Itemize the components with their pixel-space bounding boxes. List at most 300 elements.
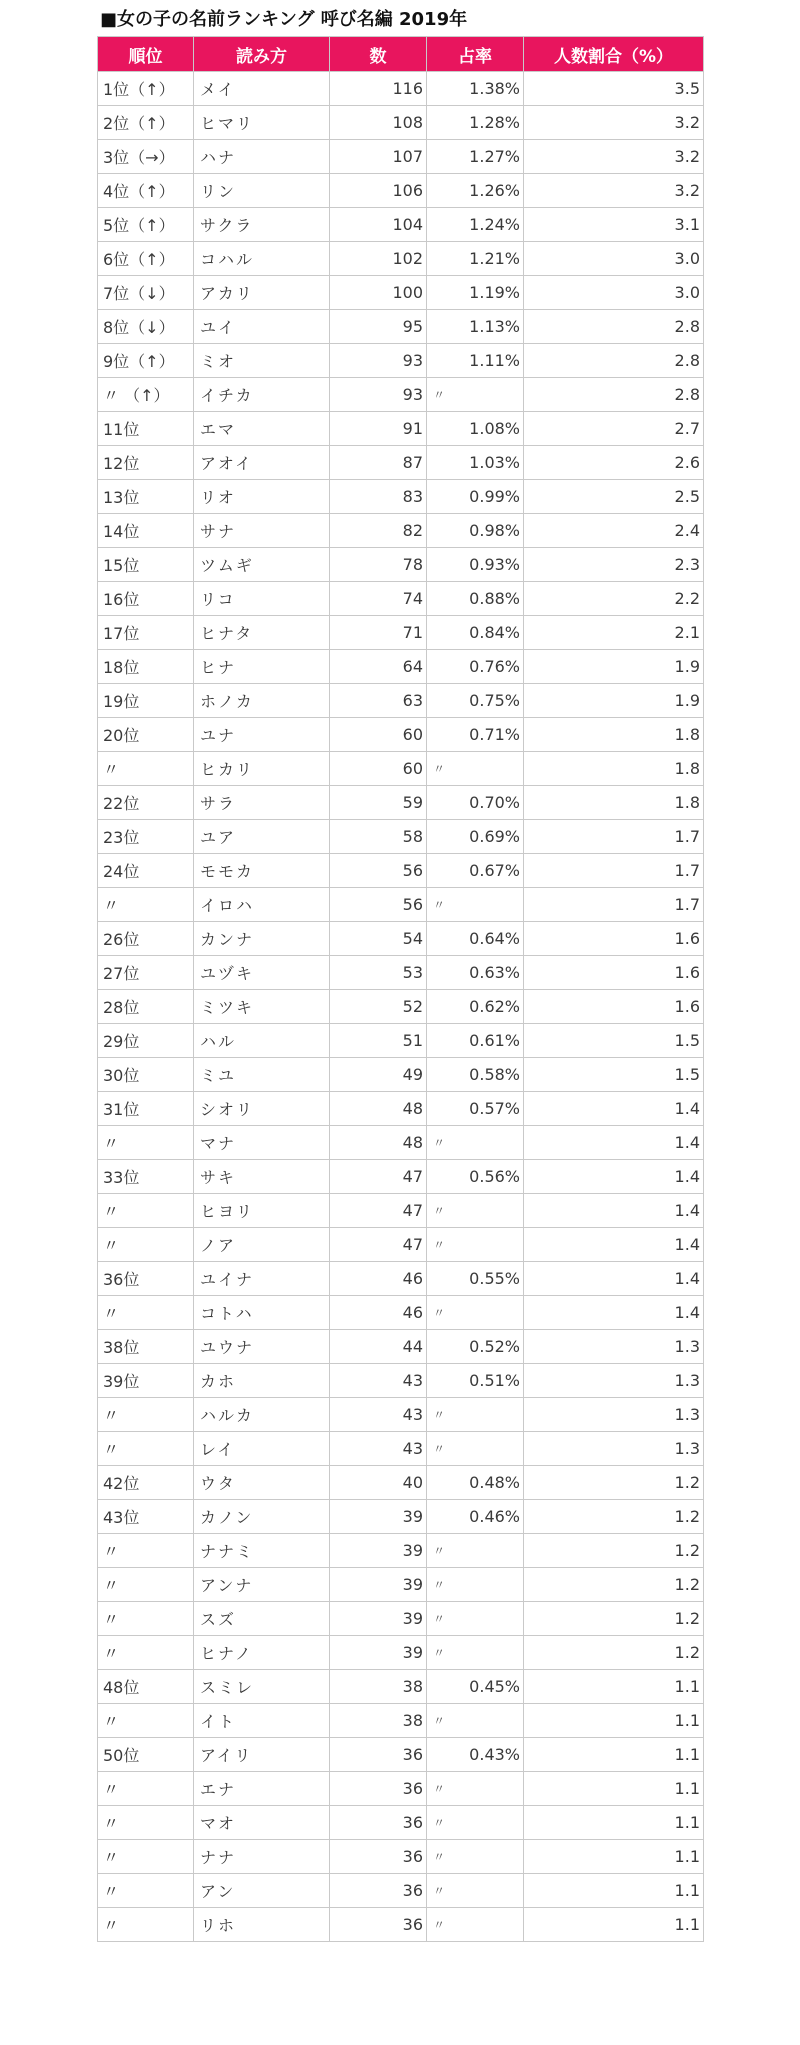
cell-count: 78	[330, 548, 427, 582]
cell-reading: スミレ	[194, 1670, 330, 1704]
cell-rank: 23位	[98, 820, 194, 854]
cell-share: 〃	[427, 1840, 524, 1874]
cell-ratio: 1.4	[524, 1126, 704, 1160]
cell-rank: 33位	[98, 1160, 194, 1194]
cell-ratio: 3.1	[524, 208, 704, 242]
cell-rank: 19位	[98, 684, 194, 718]
table-row	[98, 1466, 704, 1500]
table-row	[98, 1092, 704, 1126]
table-row	[98, 718, 704, 752]
table-row	[98, 276, 704, 310]
table-row	[98, 854, 704, 888]
cell-count: 102	[330, 242, 427, 276]
cell-count: 39	[330, 1602, 427, 1636]
cell-share: 0.99%	[427, 480, 524, 514]
cell-count: 43	[330, 1432, 427, 1466]
table-row	[98, 956, 704, 990]
cell-share: 〃	[427, 1194, 524, 1228]
table-row	[98, 208, 704, 242]
cell-share: 0.46%	[427, 1500, 524, 1534]
cell-rank: 〃	[98, 1296, 194, 1330]
cell-count: 107	[330, 140, 427, 174]
table-body	[98, 72, 704, 1942]
table-row	[98, 1874, 704, 1908]
cell-share: 0.75%	[427, 684, 524, 718]
cell-share: 〃	[427, 1398, 524, 1432]
cell-rank: 7位（↓）	[98, 276, 194, 310]
page-title: ■女の子の名前ランキング 呼び名編 2019年	[100, 9, 468, 30]
table-row	[98, 1602, 704, 1636]
cell-ratio: 1.1	[524, 1772, 704, 1806]
cell-share: 0.61%	[427, 1024, 524, 1058]
cell-share: 0.98%	[427, 514, 524, 548]
cell-ratio: 2.2	[524, 582, 704, 616]
header-reading: 読み方	[194, 37, 330, 72]
cell-reading: コトハ	[194, 1296, 330, 1330]
table-row	[98, 378, 704, 412]
cell-ratio: 1.9	[524, 684, 704, 718]
cell-reading: メイ	[194, 72, 330, 106]
cell-reading: リン	[194, 174, 330, 208]
cell-ratio: 3.2	[524, 106, 704, 140]
cell-count: 48	[330, 1092, 427, 1126]
cell-rank: 12位	[98, 446, 194, 480]
cell-count: 64	[330, 650, 427, 684]
table-row	[98, 1568, 704, 1602]
cell-reading: エナ	[194, 1772, 330, 1806]
cell-rank: 〃	[98, 1126, 194, 1160]
cell-rank: 50位	[98, 1738, 194, 1772]
cell-ratio: 2.5	[524, 480, 704, 514]
cell-reading: モモカ	[194, 854, 330, 888]
cell-count: 63	[330, 684, 427, 718]
cell-rank: 〃	[98, 752, 194, 786]
table-row	[98, 514, 704, 548]
cell-rank: 22位	[98, 786, 194, 820]
cell-ratio: 1.6	[524, 956, 704, 990]
table-row	[98, 72, 704, 106]
cell-count: 93	[330, 344, 427, 378]
cell-count: 108	[330, 106, 427, 140]
table-row	[98, 990, 704, 1024]
table-row	[98, 1364, 704, 1398]
cell-rank: 48位	[98, 1670, 194, 1704]
cell-reading: シオリ	[194, 1092, 330, 1126]
cell-count: 51	[330, 1024, 427, 1058]
cell-count: 39	[330, 1500, 427, 1534]
cell-count: 106	[330, 174, 427, 208]
cell-reading: ユイナ	[194, 1262, 330, 1296]
cell-ratio: 1.5	[524, 1058, 704, 1092]
cell-reading: ユナ	[194, 718, 330, 752]
cell-reading: アカリ	[194, 276, 330, 310]
cell-ratio: 2.8	[524, 310, 704, 344]
cell-reading: アイリ	[194, 1738, 330, 1772]
cell-rank: 2位（↑）	[98, 106, 194, 140]
cell-reading: アン	[194, 1874, 330, 1908]
cell-ratio: 1.3	[524, 1330, 704, 1364]
cell-share: 0.84%	[427, 616, 524, 650]
cell-reading: ナナミ	[194, 1534, 330, 1568]
cell-ratio: 1.6	[524, 990, 704, 1024]
header-rank: 順位	[98, 37, 194, 72]
cell-reading: ミオ	[194, 344, 330, 378]
cell-rank: 〃	[98, 1568, 194, 1602]
cell-share: 〃	[427, 1874, 524, 1908]
table-row	[98, 888, 704, 922]
cell-ratio: 1.9	[524, 650, 704, 684]
cell-reading: ヒマリ	[194, 106, 330, 140]
cell-ratio: 2.8	[524, 344, 704, 378]
cell-count: 56	[330, 854, 427, 888]
cell-rank: 11位	[98, 412, 194, 446]
cell-share: 〃	[427, 1568, 524, 1602]
cell-count: 36	[330, 1772, 427, 1806]
cell-ratio: 1.3	[524, 1364, 704, 1398]
cell-count: 104	[330, 208, 427, 242]
cell-share: 1.19%	[427, 276, 524, 310]
cell-count: 60	[330, 718, 427, 752]
cell-count: 43	[330, 1398, 427, 1432]
cell-share: 0.70%	[427, 786, 524, 820]
cell-count: 36	[330, 1738, 427, 1772]
cell-count: 93	[330, 378, 427, 412]
cell-reading: カンナ	[194, 922, 330, 956]
cell-share: 1.28%	[427, 106, 524, 140]
cell-count: 116	[330, 72, 427, 106]
cell-rank: 24位	[98, 854, 194, 888]
cell-share: 〃	[427, 752, 524, 786]
cell-ratio: 1.3	[524, 1432, 704, 1466]
cell-rank: 30位	[98, 1058, 194, 1092]
cell-rank: 3位（→）	[98, 140, 194, 174]
cell-ratio: 1.4	[524, 1092, 704, 1126]
cell-share: 1.03%	[427, 446, 524, 480]
cell-rank: 〃	[98, 1602, 194, 1636]
cell-ratio: 2.7	[524, 412, 704, 446]
cell-share: 0.43%	[427, 1738, 524, 1772]
cell-share: 0.62%	[427, 990, 524, 1024]
cell-rank: 36位	[98, 1262, 194, 1296]
cell-count: 87	[330, 446, 427, 480]
cell-reading: イト	[194, 1704, 330, 1738]
cell-reading: リコ	[194, 582, 330, 616]
cell-rank: 31位	[98, 1092, 194, 1126]
cell-count: 38	[330, 1704, 427, 1738]
cell-share: 1.24%	[427, 208, 524, 242]
cell-reading: マオ	[194, 1806, 330, 1840]
cell-rank: 〃	[98, 1534, 194, 1568]
table-row	[98, 446, 704, 480]
cell-rank: 13位	[98, 480, 194, 514]
cell-rank: 8位（↓）	[98, 310, 194, 344]
cell-reading: アオイ	[194, 446, 330, 480]
cell-ratio: 2.3	[524, 548, 704, 582]
cell-reading: アンナ	[194, 1568, 330, 1602]
cell-rank: 〃	[98, 1806, 194, 1840]
cell-ratio: 1.1	[524, 1840, 704, 1874]
cell-reading: ユウナ	[194, 1330, 330, 1364]
cell-share: 〃	[427, 1126, 524, 1160]
cell-share: 0.52%	[427, 1330, 524, 1364]
cell-count: 59	[330, 786, 427, 820]
cell-count: 74	[330, 582, 427, 616]
cell-count: 36	[330, 1874, 427, 1908]
cell-ratio: 1.2	[524, 1534, 704, 1568]
cell-rank: 17位	[98, 616, 194, 650]
table-row	[98, 242, 704, 276]
cell-share: 0.71%	[427, 718, 524, 752]
cell-rank: 15位	[98, 548, 194, 582]
cell-share: 1.26%	[427, 174, 524, 208]
cell-reading: イチカ	[194, 378, 330, 412]
cell-reading: イロハ	[194, 888, 330, 922]
ranking-table	[97, 36, 704, 1942]
header-share: 占率	[427, 37, 524, 72]
cell-count: 38	[330, 1670, 427, 1704]
cell-rank: 1位（↑）	[98, 72, 194, 106]
cell-reading: ミツキ	[194, 990, 330, 1024]
table-row	[98, 344, 704, 378]
cell-share: 0.58%	[427, 1058, 524, 1092]
cell-count: 40	[330, 1466, 427, 1500]
table-header-row	[98, 37, 704, 72]
cell-share: 1.13%	[427, 310, 524, 344]
table-row	[98, 1058, 704, 1092]
cell-reading: ナナ	[194, 1840, 330, 1874]
cell-rank: 28位	[98, 990, 194, 1024]
table-row	[98, 548, 704, 582]
table-row	[98, 684, 704, 718]
cell-reading: ハルカ	[194, 1398, 330, 1432]
cell-ratio: 1.2	[524, 1568, 704, 1602]
cell-ratio: 3.0	[524, 276, 704, 310]
cell-share: 0.55%	[427, 1262, 524, 1296]
cell-reading: ユイ	[194, 310, 330, 344]
cell-rank: 〃	[98, 1398, 194, 1432]
cell-rank: 4位（↑）	[98, 174, 194, 208]
cell-reading: レイ	[194, 1432, 330, 1466]
table-row	[98, 174, 704, 208]
cell-reading: ツムギ	[194, 548, 330, 582]
cell-rank: 26位	[98, 922, 194, 956]
cell-count: 44	[330, 1330, 427, 1364]
cell-share: 0.76%	[427, 650, 524, 684]
cell-reading: ユヅキ	[194, 956, 330, 990]
cell-count: 46	[330, 1262, 427, 1296]
table-row	[98, 582, 704, 616]
cell-rank: 〃	[98, 1636, 194, 1670]
table-row	[98, 1534, 704, 1568]
cell-ratio: 2.6	[524, 446, 704, 480]
table-row	[98, 1704, 704, 1738]
table-row	[98, 1670, 704, 1704]
table-row	[98, 106, 704, 140]
cell-share: 〃	[427, 1534, 524, 1568]
cell-reading: ヒヨリ	[194, 1194, 330, 1228]
cell-reading: ノア	[194, 1228, 330, 1262]
cell-rank: 16位	[98, 582, 194, 616]
cell-rank: 〃	[98, 1772, 194, 1806]
cell-count: 95	[330, 310, 427, 344]
cell-reading: カノン	[194, 1500, 330, 1534]
table-row	[98, 1296, 704, 1330]
cell-share: 0.56%	[427, 1160, 524, 1194]
cell-reading: リホ	[194, 1908, 330, 1942]
cell-reading: ユア	[194, 820, 330, 854]
cell-ratio: 1.3	[524, 1398, 704, 1432]
table-row	[98, 616, 704, 650]
cell-share: 〃	[427, 1704, 524, 1738]
cell-count: 39	[330, 1534, 427, 1568]
header-count: 数	[330, 37, 427, 72]
table-row	[98, 1772, 704, 1806]
cell-count: 100	[330, 276, 427, 310]
cell-count: 53	[330, 956, 427, 990]
cell-reading: スズ	[194, 1602, 330, 1636]
cell-count: 82	[330, 514, 427, 548]
cell-ratio: 1.2	[524, 1636, 704, 1670]
cell-reading: ミユ	[194, 1058, 330, 1092]
cell-count: 36	[330, 1806, 427, 1840]
cell-reading: カホ	[194, 1364, 330, 1398]
cell-count: 43	[330, 1364, 427, 1398]
cell-share: 0.69%	[427, 820, 524, 854]
table-row	[98, 1126, 704, 1160]
cell-reading: ヒナノ	[194, 1636, 330, 1670]
cell-share: 〃	[427, 378, 524, 412]
cell-ratio: 1.4	[524, 1262, 704, 1296]
cell-count: 91	[330, 412, 427, 446]
cell-reading: エマ	[194, 412, 330, 446]
table-row	[98, 1738, 704, 1772]
cell-ratio: 2.1	[524, 616, 704, 650]
cell-reading: ヒカリ	[194, 752, 330, 786]
cell-share: 1.38%	[427, 72, 524, 106]
cell-ratio: 1.2	[524, 1500, 704, 1534]
cell-reading: サキ	[194, 1160, 330, 1194]
cell-rank: 14位	[98, 514, 194, 548]
table-row	[98, 1806, 704, 1840]
cell-ratio: 1.1	[524, 1670, 704, 1704]
cell-count: 49	[330, 1058, 427, 1092]
cell-share: 0.48%	[427, 1466, 524, 1500]
cell-count: 54	[330, 922, 427, 956]
cell-reading: コハル	[194, 242, 330, 276]
cell-ratio: 1.8	[524, 718, 704, 752]
table-row	[98, 1194, 704, 1228]
cell-share: 1.11%	[427, 344, 524, 378]
cell-count: 52	[330, 990, 427, 1024]
table-row	[98, 820, 704, 854]
cell-share: 0.45%	[427, 1670, 524, 1704]
cell-ratio: 3.2	[524, 140, 704, 174]
cell-share: 〃	[427, 1432, 524, 1466]
cell-ratio: 2.8	[524, 378, 704, 412]
cell-count: 48	[330, 1126, 427, 1160]
cell-count: 39	[330, 1636, 427, 1670]
cell-ratio: 1.2	[524, 1602, 704, 1636]
cell-rank: 〃	[98, 1704, 194, 1738]
cell-share: 〃	[427, 1602, 524, 1636]
cell-reading: ハル	[194, 1024, 330, 1058]
cell-ratio: 1.2	[524, 1466, 704, 1500]
cell-count: 46	[330, 1296, 427, 1330]
table-row	[98, 1840, 704, 1874]
table-row	[98, 1330, 704, 1364]
cell-rank: 〃 （↑）	[98, 378, 194, 412]
cell-ratio: 1.1	[524, 1738, 704, 1772]
header-ratio: 人数割合（%）	[524, 37, 704, 72]
cell-reading: サクラ	[194, 208, 330, 242]
table-row	[98, 310, 704, 344]
cell-share: 0.88%	[427, 582, 524, 616]
cell-share: 〃	[427, 1296, 524, 1330]
cell-rank: 29位	[98, 1024, 194, 1058]
cell-count: 39	[330, 1568, 427, 1602]
table-row	[98, 480, 704, 514]
table-row	[98, 140, 704, 174]
cell-rank: 〃	[98, 1228, 194, 1262]
cell-count: 58	[330, 820, 427, 854]
cell-share: 〃	[427, 1908, 524, 1942]
cell-rank: 27位	[98, 956, 194, 990]
cell-share: 1.21%	[427, 242, 524, 276]
cell-ratio: 3.5	[524, 72, 704, 106]
cell-rank: 6位（↑）	[98, 242, 194, 276]
cell-ratio: 1.5	[524, 1024, 704, 1058]
cell-rank: 20位	[98, 718, 194, 752]
cell-share: 〃	[427, 1228, 524, 1262]
cell-ratio: 1.1	[524, 1806, 704, 1840]
cell-count: 83	[330, 480, 427, 514]
cell-rank: 〃	[98, 1874, 194, 1908]
cell-rank: 〃	[98, 888, 194, 922]
table-row	[98, 1262, 704, 1296]
cell-count: 56	[330, 888, 427, 922]
cell-rank: 〃	[98, 1194, 194, 1228]
cell-count: 47	[330, 1194, 427, 1228]
cell-rank: 5位（↑）	[98, 208, 194, 242]
table-row	[98, 1228, 704, 1262]
table-row	[98, 1908, 704, 1942]
cell-ratio: 3.0	[524, 242, 704, 276]
cell-rank: 〃	[98, 1840, 194, 1874]
cell-ratio: 1.7	[524, 820, 704, 854]
cell-rank: 38位	[98, 1330, 194, 1364]
cell-share: 〃	[427, 888, 524, 922]
cell-reading: サナ	[194, 514, 330, 548]
cell-ratio: 1.4	[524, 1194, 704, 1228]
table-row	[98, 786, 704, 820]
cell-rank: 42位	[98, 1466, 194, 1500]
cell-ratio: 1.7	[524, 854, 704, 888]
table-row	[98, 1160, 704, 1194]
cell-ratio: 1.4	[524, 1296, 704, 1330]
cell-rank: 〃	[98, 1908, 194, 1942]
table-row	[98, 752, 704, 786]
cell-ratio: 1.4	[524, 1228, 704, 1262]
cell-share: 1.27%	[427, 140, 524, 174]
cell-count: 47	[330, 1160, 427, 1194]
cell-reading: ヒナタ	[194, 616, 330, 650]
cell-ratio: 2.4	[524, 514, 704, 548]
cell-ratio: 1.1	[524, 1704, 704, 1738]
cell-share: 0.51%	[427, 1364, 524, 1398]
table-row	[98, 1500, 704, 1534]
table-row	[98, 1398, 704, 1432]
cell-share: 〃	[427, 1772, 524, 1806]
